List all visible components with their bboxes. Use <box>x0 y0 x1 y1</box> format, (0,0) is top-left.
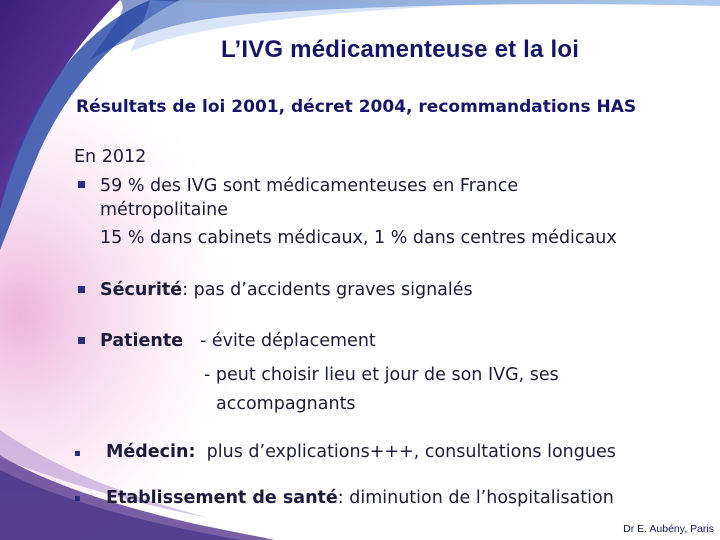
footer-credit: Dr E. Aubény, Paris <box>623 523 714 535</box>
securite-item <box>100 280 473 300</box>
patiente-line-2: - peut choisir lieu et jour de son IVG, ses <box>204 365 559 385</box>
securite-text: : pas d’accidents graves signalés <box>182 280 473 300</box>
slide-title: L’IVG médicamenteuse et la loi <box>220 36 580 63</box>
etablissement-text: : diminution de l’hospitalisation <box>337 488 614 508</box>
patiente-label: Patiente <box>100 331 184 351</box>
stat-line-3: 15 % dans cabinets médicaux, 1 % dans centres médicaux <box>100 228 617 248</box>
bullet-icon <box>78 337 85 344</box>
etablissement-label: Etablissement de santé <box>106 488 338 508</box>
medecin-text: plus d’explications+++, consultations longues <box>206 442 616 462</box>
section-heading: En 2012 <box>74 147 147 167</box>
bullet-icon <box>78 286 85 293</box>
medecin-label: Médecin: <box>106 442 196 462</box>
patiente-line-3: accompagnants <box>216 394 356 414</box>
stat-line-2: métropolitaine <box>100 200 229 220</box>
patiente-line-1: - évite déplacement <box>200 331 376 351</box>
bullet-icon <box>75 451 80 456</box>
securite-label: Sécurité <box>100 280 183 300</box>
bullet-icon <box>75 496 80 501</box>
stat-line-1: 59 % des IVG sont médicamenteuses en France <box>100 176 519 196</box>
medecin-item <box>106 442 616 462</box>
etablissement-item <box>106 488 614 508</box>
slide-subtitle: Résultats de loi 2001, décret 2004, recommandations HAS <box>76 97 637 117</box>
bullet-icon <box>78 181 85 188</box>
